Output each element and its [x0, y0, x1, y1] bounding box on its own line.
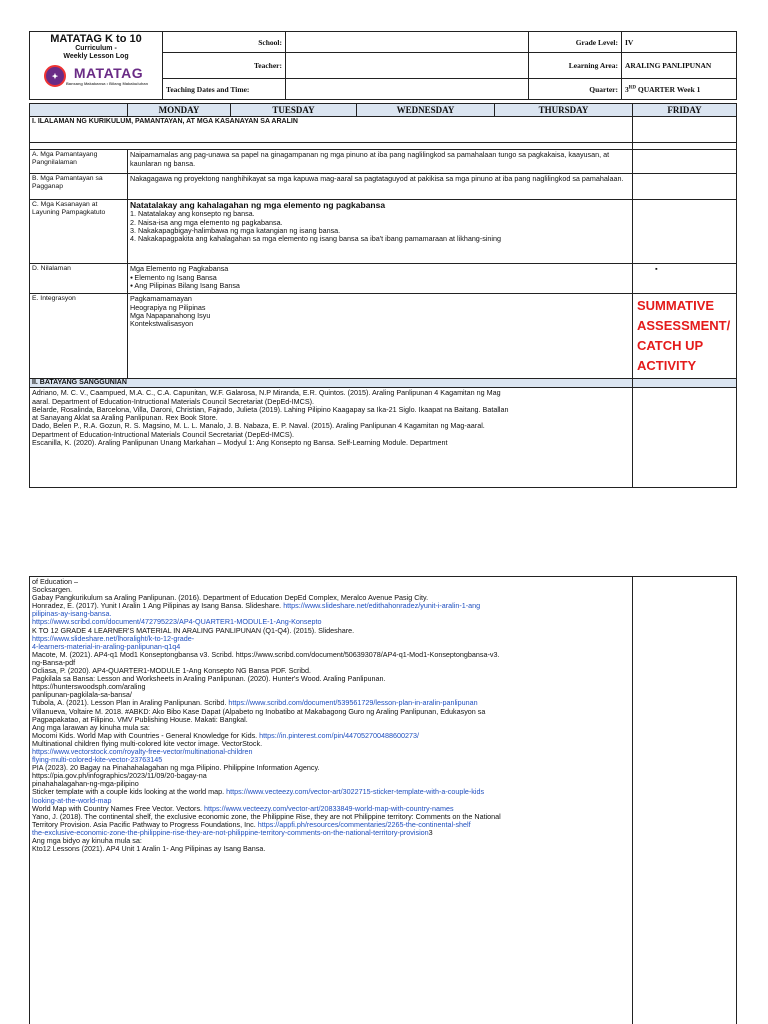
- reference-line: at Sanayang Aklat sa Araling Panlipunan. Rex Book Store.: [32, 413, 218, 423]
- reference-text: https://hunterswoodsph.com/araling: [32, 682, 146, 692]
- quarter-value: [622, 79, 737, 100]
- reference-link[interactable]: looking-at-the-world-map: [32, 795, 112, 805]
- reference-line: Dado, Belen P., R.A. Gozun, R. S. Magsino, M. L. L. Manalo, J. B. Nabaza, E. P. Naval. (2015). Araling Panlipunan 4 Kagamitan ng Mag-aaral.: [32, 421, 485, 431]
- reference-link[interactable]: pilipinas-ay-isang-bansa.: [32, 609, 112, 619]
- reference-text: panlipunan-pagkilala-sa-bansa/: [32, 690, 132, 700]
- day-header-tuesday: TUESDAY: [231, 104, 357, 117]
- dates-value: [286, 79, 529, 100]
- row-label-content-standards: A. Mga Pamantayang Pangnilalaman: [30, 150, 128, 174]
- reference-line: Escanilla, K. (2020). Araling Panlipunan Unang Markahan – Modyul 1: Ang Konsepto ng Bansa. Self-Learning Module. Department: [32, 438, 448, 448]
- brand-subtitle-2: Weekly Lesson Log: [63, 53, 129, 60]
- reference-text: ng-Bansa-pdf: [32, 657, 76, 667]
- reference-text: Tubola, A. (2021). Lesson Plan in Araling Panlipunan. Scribd.: [32, 698, 229, 708]
- reference-text: Gabay Pangkurikulum sa Araling Panlipunan. (2016). Department of Education DepEd Complex, Meralco Avenue Pasig City.: [32, 593, 429, 603]
- logo-tagline: Bansang Makabansa • Bilang Makabuluhan: [65, 81, 149, 86]
- competency-item: 4. Nakakapagpakita ang kahalagahan sa mga elemento ng isang bansa sa iba't ibang pamamaraan at likhang-sining: [130, 234, 501, 244]
- reference-line: [32, 578, 630, 586]
- logo-wordmark: MATATAG: [73, 65, 144, 81]
- reference-line: [32, 651, 630, 659]
- day-header-monday: MONDAY: [128, 104, 231, 117]
- teacher-label: Teacher:: [163, 53, 286, 79]
- friday-bullet-icon: ▪: [655, 264, 658, 274]
- reference-link[interactable]: https://www.vectorstock.com/royalty-free-vector/multinational-children: [32, 746, 253, 756]
- integration-item: Pagkamamamayan: [130, 294, 192, 304]
- references-cell-page1: [30, 388, 633, 488]
- row-label-competencies: C. Mga Kasanayan at Layuning Pampagkatuto: [30, 200, 128, 264]
- row-label-integration: E. Integrasyon: [30, 294, 128, 379]
- quarter-number: 3: [625, 84, 629, 94]
- references-cell-page2: [30, 577, 633, 1024]
- competency-item: 2. Naisa-isa ang mga elemento ng pagkabansa.: [130, 217, 283, 227]
- reference-link[interactable]: https://www.slideshare.net/lhoralight/k-to-12-grade-: [32, 633, 195, 643]
- grade-label: Grade Level:: [529, 32, 622, 53]
- reference-text: World Map with Country Names Free Vector. Vectors.: [32, 803, 205, 813]
- reference-text: Socksargen.: [32, 585, 72, 595]
- reference-text: pinahahalagahan-ng-mga-pilipino: [32, 779, 139, 789]
- reference-text: Ocliasa, P. (2020). AP4-QUARTER1-MODULE 1-Ang Konsepto NG Bansa PDF. Scribd.: [32, 666, 311, 676]
- teacher-value: [286, 53, 529, 79]
- lesson-log-header: [29, 31, 737, 100]
- row-label-performance-standards: B. Mga Pamantayan sa Pagganap: [30, 174, 128, 200]
- integration-item: Mga Napapanahong Isyu: [130, 310, 211, 320]
- reference-link[interactable]: the-exclusive-economic-zone-the-philippine-rise-they-are-not-philippine-territory-comments-on-the-national-territory-provision: [32, 827, 429, 837]
- day-header-blank: [30, 104, 128, 117]
- reference-link[interactable]: 4-learners-material-in-araling-panlipunan-q1q4: [32, 641, 181, 651]
- integration-item: Kontekstwalisasyon: [130, 319, 194, 329]
- competency-item: 1. Natatalakay ang konsepto ng bansa.: [130, 209, 255, 219]
- reference-line: aaral. Department of Education-Intructional Materials Council Secretariat (DepEd-IMCS).: [32, 396, 315, 406]
- area-value: ARALING PANLIPUNAN: [622, 53, 737, 79]
- competency-item: 3. Nakakapagbigay-halimbawa ng mga katangian ng isang bansa.: [130, 225, 341, 235]
- day-header-friday: FRIDAY: [633, 104, 737, 117]
- reference-text: https://pia.gov.ph/infographics/2023/11/09/20-bagay-na: [32, 771, 207, 781]
- content-standards-text: Naipamamalas ang pag-unawa sa papel na ginagampanan ng mga pinuno at iba pang naglilingkod sa pamahalaan tungo sa pagkakaisa, kaayusan, at kaunlaran ng bansa.: [128, 150, 633, 174]
- reference-text: 3: [428, 827, 433, 837]
- friday-content-cell: [633, 264, 737, 294]
- deped-seal-icon: ✦: [44, 65, 66, 87]
- reference-text: Honradez, E. (2017). Yunit I Aralin 1 Ang Pilipinas ay Isang Bansa. Slideshare.: [32, 601, 284, 611]
- section-heading-curriculum: I. ILALAMAN NG KURIKULUM, PAMANTAYAN, AT MGA KASANAYAN SA ARALIN: [30, 117, 633, 143]
- area-label: Learning Area:: [529, 53, 622, 79]
- performance-standards-text: Nakagagawa ng proyektong nanghihikayat sa mga kapuwa mag-aaral sa pagtataguyod at pakikisa sa mga pinuno at iba pang naglilingkod sa pamahalaan.: [128, 174, 633, 200]
- content-title: Mga Elemento ng Pagkabansa: [130, 264, 229, 274]
- reference-text: of Education –: [32, 577, 78, 586]
- quarter-suffix: RD: [628, 85, 636, 90]
- section-heading-references: II. BATAYANG SANGGUNIAN: [30, 379, 633, 388]
- day-header-thursday: THURSDAY: [495, 104, 633, 117]
- integration-cell: [128, 294, 633, 379]
- reference-link[interactable]: https://www.vecteezy.com/vector-art/3022715-sticker-template-with-a-couple-kids: [226, 787, 485, 797]
- content-bullet: ● Elemento ng Isang Bansa: [130, 274, 630, 282]
- reference-text: K TO 12 GRADE 4 LEARNER'S MATERIAL IN ARALING PANLIPUNAN (Q1-Q4). (2015). Slideshare.: [32, 625, 355, 635]
- integration-item: Heograpiya ng Pilipinas: [130, 302, 206, 312]
- reference-line: Department of Education-Intructional Materials Council Secretariat (DepEd-IMCS).: [32, 429, 295, 439]
- row-label-content: D. Nilalaman: [30, 264, 128, 294]
- content-bullet: ● Ang Pilipinas Bilang Isang Bansa: [130, 282, 630, 290]
- school-label: School:: [163, 32, 286, 53]
- reference-line: Belarde, Rosalinda, Barcelona, Villa, Daroni, Christian, Fajrado, Julieta (2019). Lahing Pilipino Kaagapay sa Ika-21 Siglo. Ikaapat na Baitang. Batallan: [32, 404, 509, 414]
- dates-label: Teaching Dates and Time:: [163, 79, 286, 100]
- brand-title: MATATAG K to 10: [50, 33, 142, 45]
- reference-text: Yano, J. (2018). The continental shelf, the exclusive economic zone, the Philippine Rise, they are not Philippine territory: Comments on the National: [32, 811, 501, 821]
- quarter-week: QUARTER Week 1: [635, 84, 701, 94]
- day-header-wednesday: WEDNESDAY: [357, 104, 495, 117]
- friday-summative-note: SUMMATIVE ASSESSMENT/ CATCH UP ACTIVITY: [633, 294, 737, 379]
- reference-line: [32, 788, 630, 796]
- reference-text: Multinational children flying multi-colored kite vector image. VectorStock.: [32, 738, 263, 748]
- matatag-logo: [30, 65, 162, 87]
- reference-text: Kto12 Lessons (2021). AP4 Unit 1 Aralin 1- Ang Pilipinas ay Isang Bansa.: [32, 844, 266, 854]
- reference-link[interactable]: https://www.slideshare.net/edithahonradez/yunit-i-aralin-1-ang: [283, 601, 481, 611]
- brand-block: [30, 32, 163, 100]
- reference-text: PIA (2023). 20 Bagay na Pinahahalagahan ng mga Pilipino. Philippine Information Agency.: [32, 763, 320, 773]
- reference-link[interactable]: https://www.scribd.com/document/539561729/lesson-plan-in-aralin-panlipunan: [228, 698, 478, 708]
- reference-text: Territory Provision. Asia Pacific Pathway to Progress Foundations, Inc.: [32, 819, 258, 829]
- school-value: [286, 32, 529, 53]
- reference-text: Macote, M. (2021). AP4-q1 Mod1 Konseptongbansa v3. Scribd. https://www.scribd.com/document/506393078/AP4-q1-Mod1-Konseptongbansa-v3.: [32, 649, 500, 659]
- reference-text: Pagkilala sa Bansa: Lesson and Worksheets in Araling Panlipunan. (2020). Hunter's Wood. Araling Panlipunan.: [32, 674, 386, 684]
- reference-text: Sticker template with a couple kids looking at the world map.: [32, 787, 227, 797]
- reference-line: [32, 602, 630, 610]
- reference-link[interactable]: https://appfi.ph/resources/commentaries/2265-the-continental-shelf: [257, 819, 471, 829]
- reference-text: Ang mga larawan ay kinuha mula sa:: [32, 722, 150, 732]
- competencies-cell: [128, 200, 633, 264]
- content-cell: [128, 264, 633, 294]
- reference-link[interactable]: https://www.vecteezy.com/vector-art/20833849-world-map-with-country-names: [204, 803, 454, 813]
- reference-link[interactable]: flying-multi-colored-kite-vector-23763145: [32, 755, 163, 765]
- grade-value: IV: [622, 32, 737, 53]
- reference-text: Pagpapakatao, at Filipino. VMV Publishing House. Makati: Bangkal.: [32, 714, 248, 724]
- reference-line: [32, 845, 630, 853]
- reference-text: Villanueva, Voltaire M. 2018. #ABKD: Ako Bibo Kase Dapat (Alpabeto ng Inobatibo at Makabagong Guro ng Araling Panlipunan, Edukasyon sa: [32, 706, 486, 716]
- competencies-heading: Natatalakay ang kahalagahan ng mga elemento ng pagkabansa: [130, 200, 386, 211]
- day-header-row: [30, 104, 737, 117]
- references-continuation-table: [29, 576, 737, 1024]
- reference-text: Mocomi Kids. World Map with Countries - General Knowledge for Kids.: [32, 730, 260, 740]
- brand-subtitle-1: Curriculum -: [75, 45, 117, 52]
- quarter-label: Quarter:: [529, 79, 622, 100]
- weekly-lesson-table: [29, 103, 737, 488]
- reference-link[interactable]: https://www.scribd.com/document/472795223/AP4-QUARTER1-MODULE-1-Ang-Konsepto: [32, 617, 322, 627]
- reference-text: Ang mga bidyo ay kinuha mula sa:: [32, 836, 142, 845]
- reference-link[interactable]: https://in.pinterest.com/pin/447052700488600273/: [259, 730, 420, 740]
- reference-line: Adriano, M. C. V., Caampued, M.A. C., C.A. Capunitan, W.F. Galarosa, N.P Miranda, E.R. Quintos. (2015). Araling Panlipunan 4 Kagamitan ng Mag: [32, 388, 501, 398]
